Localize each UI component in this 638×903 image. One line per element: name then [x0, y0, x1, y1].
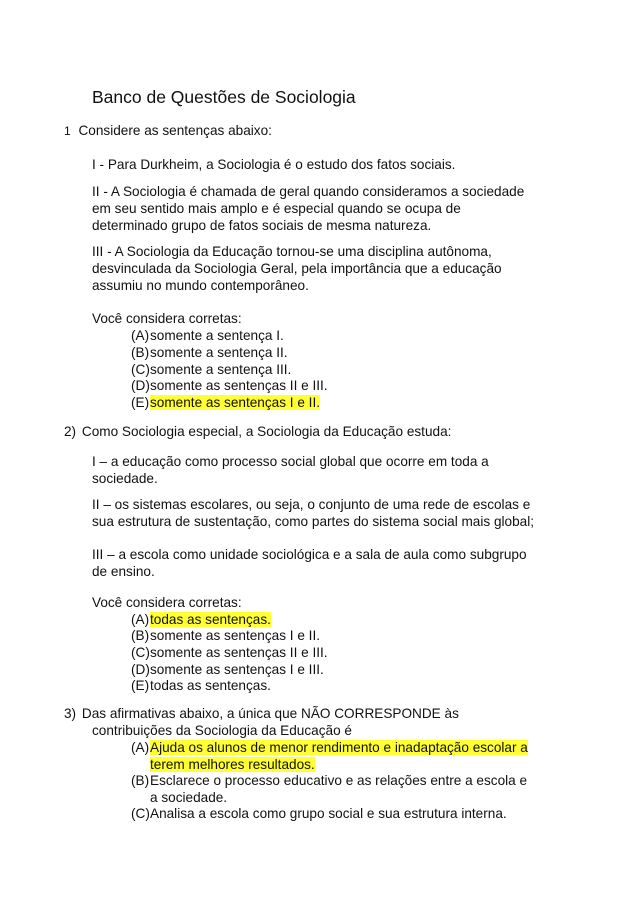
question-text: Das afirmativas abaixo, a única que NÃO CORRESPONDE às — [81, 706, 459, 721]
question-3-stem — [64, 706, 459, 723]
q2-prompt: Você considera corretas: — [92, 595, 242, 610]
question-2-stem — [64, 424, 451, 441]
question-3-stem-continued: contribuições da Sociologia da Educação é — [92, 723, 352, 738]
q2-sentence-1: I – a educação como processo social global que ocorre em toda a sociedade. — [92, 454, 489, 486]
q2-sentence-3: III – a escola como unidade sociológica e a sala de aula como subgrupo de ensino. — [92, 547, 527, 579]
highlighted-answer: somente as sentenças I e II. — [150, 395, 321, 410]
question-number: 3) — [64, 706, 77, 721]
question-text: Como Sociologia especial, a Sociologia da Educação estuda: — [81, 424, 452, 439]
highlighted-answer: Ajuda os alunos de menor rendimento e inadaptação escolar a — [150, 740, 528, 755]
page-title: Banco de Questões de Sociologia — [92, 87, 356, 107]
question-text: Considere as sentenças abaixo: — [78, 123, 272, 138]
q2-sentence-2: II – os sistemas escolares, ou seja, o conjunto de uma rede de escolas e sua estrutura de sustentação, como partes do sistema social mais global; — [92, 497, 535, 529]
question-1-stem — [64, 123, 272, 140]
document-page: Banco de Questões de Sociologia 1 Considere as sentenças abaixo: I - Para Durkheim, a Sociologia é o estudo dos fatos sociais. II - A Sociologia é chamada de geral quando consideramos a sociedade em seu sentido mais amplo e é especial quando se ocupa de determinado grupo de fatos sociais de mesma natureza. III - A Sociologia da Educação tornou-se uma disciplina autônoma, desvinculada da Sociologia Geral, pela importância que a educação assumiu no mundo contemporâneo. Você considera corretas: (A) somente a sentença I. (B) somente a sentença II. (C) somente a sentença III. (D) somente as sentenças II e III. (E) somente as sentenças I e II. 2) Como Sociologia especial, a Sociologia da Educação estuda: I – a educação como processo social global que ocorre em toda a sociedade. II – os sistemas escolares, ou seja, o conjunto de uma rede de escolas e sua estrutura de sustentação, como partes do sistema social mais global; III – a escola como unidade sociológica e a sala de aula como subgrupo de ensino. Você considera corretas: (A) todas as sentenças. (B) somente as sentenças I e II. (C) somente as sentenças II e III. (D) somente as sentenças I e III. (E) todas as sentenças. 3) Das afirmativas abaixo, a única que NÃO CORRESPONDE às contribuições da Sociologia da Educação é (A) Ajuda os alunos de menor rendimento e inadaptação escolar a terem melhores resultados. (B) Esclarece o processo educativo e as relações entre a escola e a sociedade. (C) Analisa a escola como grupo social e sua estrutura interna. — [0, 0, 638, 903]
question-number: 1 — [64, 124, 71, 138]
q1-sentence-1: I - Para Durkheim, a Sociologia é o estudo dos fatos sociais. — [92, 157, 456, 172]
question-number: 2) — [64, 424, 77, 439]
highlighted-answer: todas as sentenças. — [150, 612, 271, 627]
q1-prompt: Você considera corretas: — [92, 311, 242, 326]
highlighted-answer-continued: terem melhores resultados. — [150, 756, 315, 772]
q1-sentence-2: II - A Sociologia é chamada de geral quando consideramos a sociedade em seu sentido mais amplo e é especial quando se ocupa de determinado grupo de fatos sociais de mesma natureza. — [92, 184, 525, 233]
q1-sentence-3: III - A Sociologia da Educação tornou-se uma disciplina autônoma, desvinculada da Sociologia Geral, pela importância que a educação assumiu no mundo contemporâneo. — [92, 244, 502, 293]
